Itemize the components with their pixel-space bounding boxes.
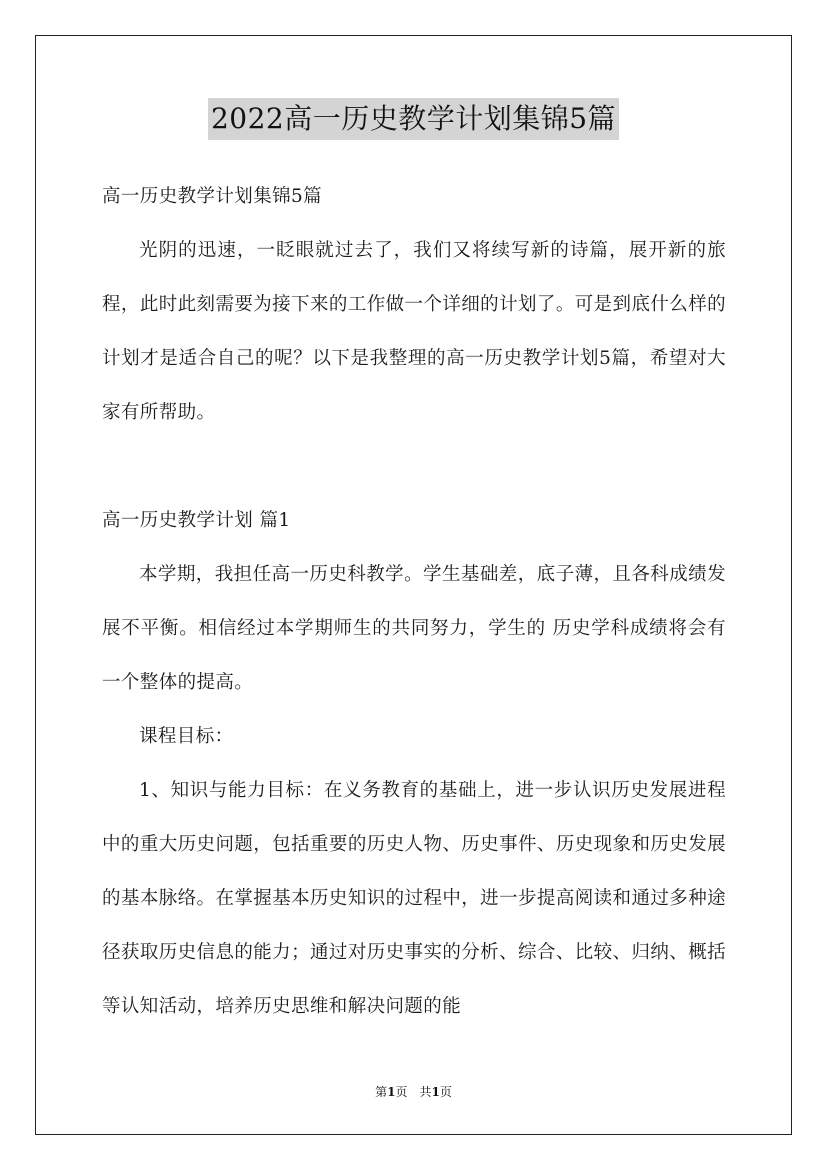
footer-prefix: 第	[375, 1085, 388, 1099]
footer-total-pages: 1	[431, 1085, 440, 1099]
document-subtitle: 高一历史教学计划集锦5篇	[102, 186, 323, 207]
goal-paragraph: 1、知识与能力目标：在义务教育的基础上，进一步认识历史发展进程中的重大历史问题，包括重要的历史人物、历史事件、历史现象和历史发展的基本脉络。在掌握基本历史知识的过程中，进一步提高阅读和通过多种途径获取历史信息的能力；通过对历史事实的分析、综合、比较、归纳、概括等认知活动，培养历史思维和解决问题的能	[102, 780, 726, 1017]
footer-suffix: 页	[439, 1085, 452, 1099]
footer-mid: 页 共	[395, 1085, 432, 1099]
course-goals-label: 课程目标：	[139, 726, 234, 747]
spacer	[102, 440, 726, 494]
footer-current-page: 1	[387, 1085, 396, 1099]
document-body	[102, 170, 726, 1034]
section-paragraph: 本学期，我担任高一历史科教学。学生基础差，底子薄，且各科成绩发展不平衡。相信经过本学期师生的共同努力，学生的 历史学科成绩将会有一个整体的提高。	[102, 564, 726, 693]
document-title: 2022高一历史教学计划集锦5篇	[208, 98, 619, 140]
page-footer	[0, 1083, 827, 1100]
intro-paragraph: 光阴的迅速，一眨眼就过去了，我们又将续写新的诗篇，展开新的旅程，此时此刻需要为接下来的工作做一个详细的计划了。可是到底什么样的计划才是适合自己的呢？以下是我整理的高一历史教学计划5篇，希望对大家有所帮助。	[102, 240, 726, 423]
section-heading: 高一历史教学计划 篇1	[102, 510, 291, 531]
title-container	[0, 98, 827, 140]
